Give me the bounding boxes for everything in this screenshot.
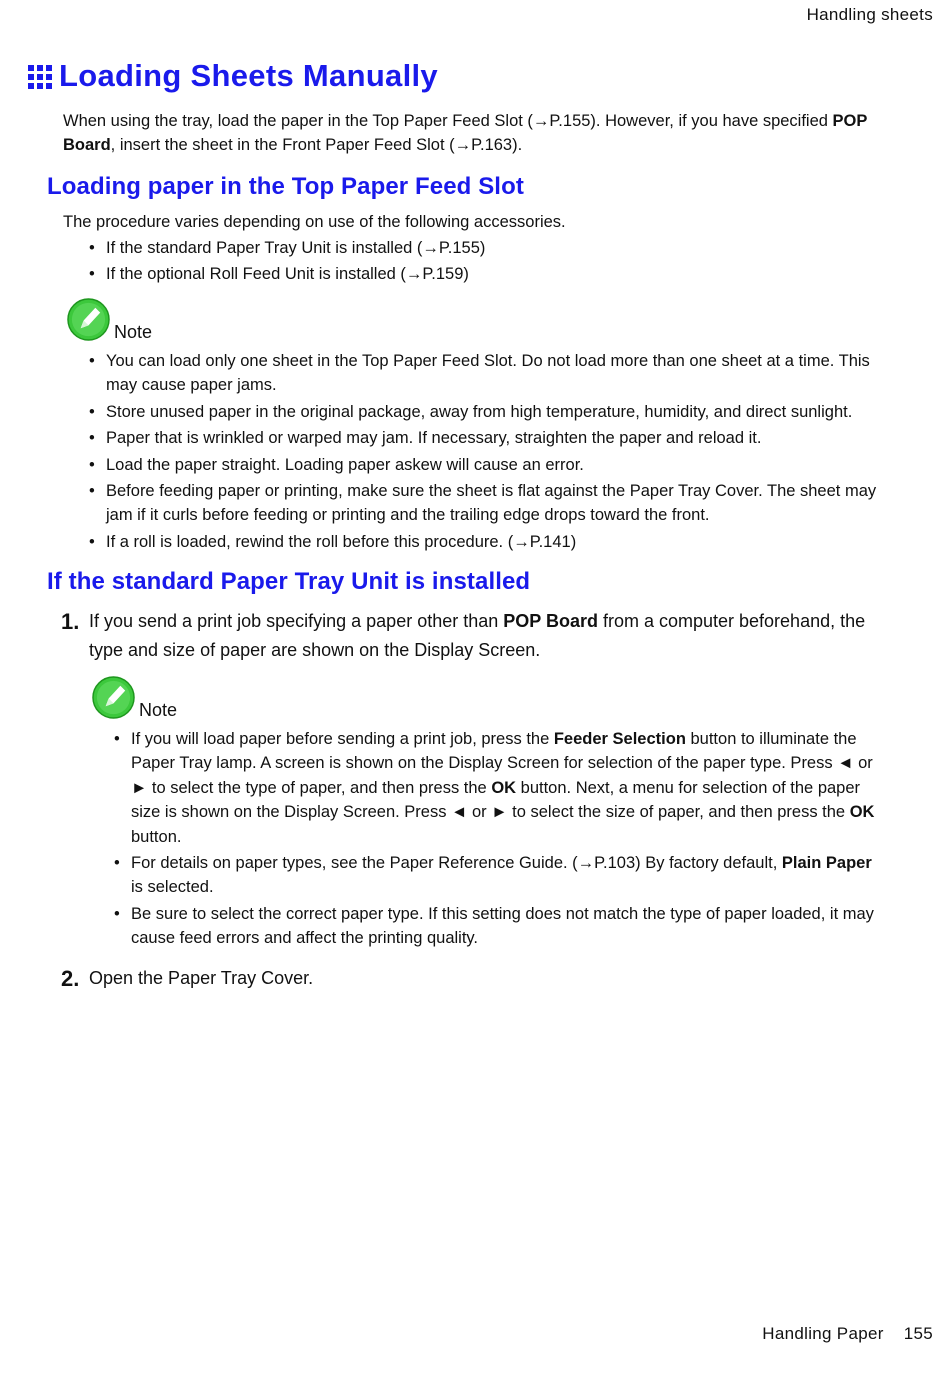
list-item: • For details on paper types, see the Paper Reference Guide. (→P.103) By factory default, Plain Paper is selected. <box>88 851 888 900</box>
step-1 <box>61 607 881 665</box>
step-text: If you send a print job specifying a paper other than POP Board from a computer beforehand, the type and size of paper are shown on the Display Screen. <box>89 611 866 660</box>
list-item: • If a roll is loaded, rewind the roll before this procedure. (→P.141) <box>63 530 893 554</box>
step-text: Open the Paper Tray Cover. <box>89 968 314 988</box>
step1-note-list <box>88 727 888 953</box>
pencil-note-icon <box>67 298 110 341</box>
section-heading-top-feed: Loading paper in the Top Paper Feed Slot <box>47 173 524 200</box>
list-item: • Paper that is wrinkled or warped may jam. If necessary, straighten the paper and reload it. <box>63 426 893 450</box>
section1-lead: The procedure varies depending on use of the following accessories. <box>63 213 566 231</box>
list-item: • If you will load paper before sending a print job, press the Feeder Selection button to illuminate the Paper Tray lamp. A screen is shown on the Display Screen for selection of the paper type. Press ◄ or ► to select the type of paper, and then press the OK button. Next, a menu for selection of the paper size is shown on the Display Screen. Press ◄ or ► to select the size of paper, and then press the OK button. <box>88 727 888 849</box>
section-heading-paper-tray: If the standard Paper Tray Unit is installed <box>47 568 531 595</box>
list-item: • If the optional Roll Feed Unit is installed (→P.159) <box>63 262 893 286</box>
step-2 <box>61 964 881 993</box>
note-list <box>63 349 893 556</box>
list-item: • If the standard Paper Tray Unit is installed (→P.155) <box>63 236 893 260</box>
list-item: • You can load only one sheet in the Top Paper Feed Slot. Do not load more than one sheet at a time. This may cause paper jams. <box>63 349 893 398</box>
list-item: • Be sure to select the correct paper type. If this setting does not match the type of paper loaded, it may cause feed errors and affect the printing quality. <box>88 902 888 951</box>
list-item: • Store unused paper in the original package, away from high temperature, humidity, and direct sunlight. <box>63 400 893 424</box>
page-title-text: Loading Sheets Manually <box>59 58 438 93</box>
running-header: Handling sheets <box>806 5 933 24</box>
list-item: • Before feeding paper or printing, make sure the sheet is flat against the Paper Tray Cover. The sheet may jam if it curls before feeding or printing and the trailing edge drops toward the front. <box>63 479 893 528</box>
page-footer <box>762 1324 933 1344</box>
page-title <box>28 58 438 94</box>
footer-chapter: Handling Paper <box>762 1324 884 1343</box>
grid-icon <box>28 65 52 89</box>
intro-paragraph: When using the tray, load the paper in the Top Paper Feed Slot (→P.155). However, if you have specified POP Board, insert the sheet in the Front Paper Feed Slot (→P.163). <box>63 112 868 154</box>
note-label: Note <box>114 322 153 342</box>
step-number: 1. <box>61 609 80 634</box>
step-number: 2. <box>61 966 80 991</box>
note-header <box>92 676 177 719</box>
accessory-list <box>63 236 893 289</box>
note-label: Note <box>139 700 178 720</box>
pencil-note-icon <box>92 676 135 719</box>
note-header <box>67 298 152 341</box>
page-number: 155 <box>903 1324 933 1343</box>
list-item: • Load the paper straight. Loading paper askew will cause an error. <box>63 453 893 477</box>
